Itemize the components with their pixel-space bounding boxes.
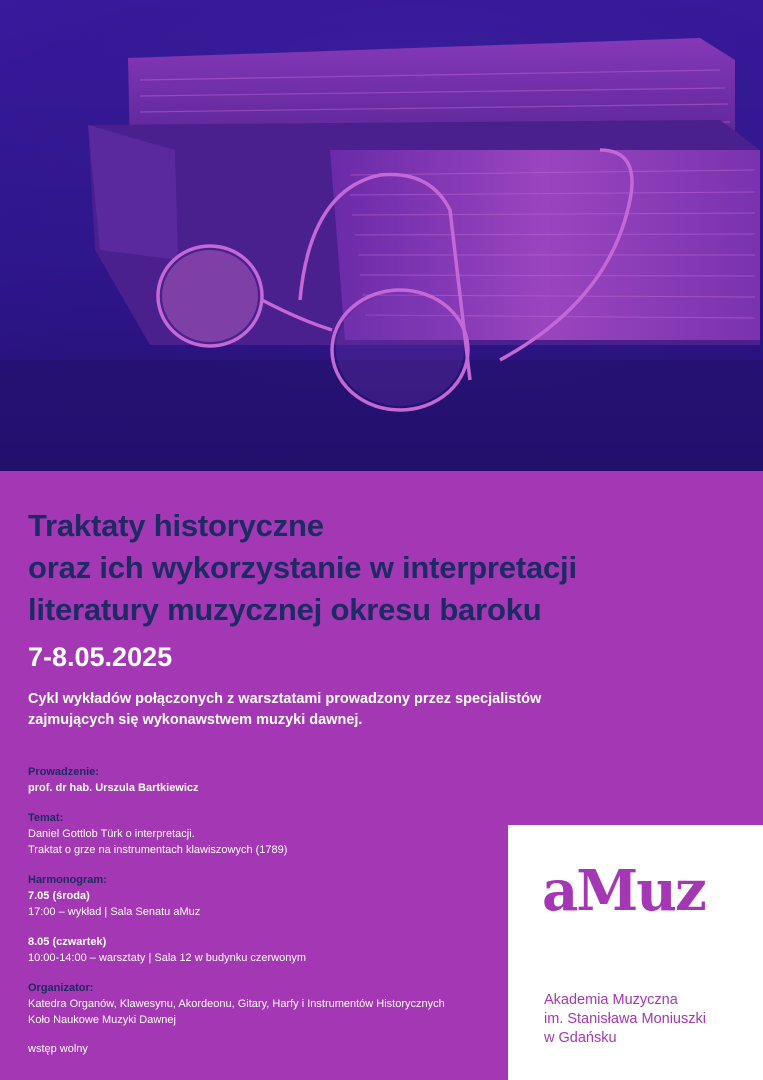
hero-photo — [0, 0, 763, 471]
organizer-line: Katedra Organów, Klawesynu, Akordeonu, Gitary, Harfy i Instrumentów Historycznych — [28, 998, 445, 1010]
title-line: literatury muzycznej okresu baroku — [28, 592, 542, 627]
schedule-day2: 8.05 (czwartek) — [28, 936, 107, 948]
topic-line: Traktat o grze na instrumentach klawiszowych (1789) — [28, 844, 288, 856]
schedule-day1: 7.05 (środa) — [28, 890, 90, 902]
entry-note: wstęp wolny — [28, 1043, 88, 1055]
title-line: oraz ich wykorzystanie w interpretacji — [28, 550, 577, 585]
lead-label: Prowadzenie: — [28, 766, 99, 778]
topic-label: Temat: — [28, 812, 64, 824]
event-date: 7-8.05.2025 — [28, 642, 173, 672]
intro-text — [28, 689, 648, 731]
schedule-label: Harmonogram: — [28, 874, 107, 886]
topic-line: Daniel Gottlob Türk o interpretacji. — [28, 828, 195, 840]
lead-name: prof. dr hab. Urszula Bartkiewicz — [28, 782, 199, 794]
schedule-day1-text: 17:00 – wykład | Sala Senatu aMuz — [28, 906, 201, 918]
logo-panel — [508, 825, 763, 1080]
title-line: Traktaty historyczne — [28, 508, 324, 543]
institution-name — [544, 991, 706, 1048]
institution-line: im. Stanisława Moniuszki — [544, 1011, 706, 1027]
intro-line: Cykl wykładów połączonych z warsztatami prowadzony przez specjalistów — [28, 691, 542, 707]
page-title — [28, 505, 748, 631]
intro-line: zajmujących się wykonawstwem muzyki dawnej. — [28, 712, 363, 728]
amuz-logo: aMuz — [542, 858, 705, 924]
institution-line: Akademia Muzyczna — [544, 992, 678, 1008]
books-and-glasses-illustration — [0, 0, 763, 471]
event-details — [28, 764, 498, 1028]
organizer-label: Organizator: — [28, 982, 94, 994]
organizer-line: Koło Naukowe Muzyki Dawnej — [28, 1014, 176, 1026]
main-content — [28, 471, 748, 731]
institution-line: w Gdańsku — [544, 1030, 617, 1046]
schedule-day2-text: 10:00-14:00 – warsztaty | Sala 12 w budynku czerwonym — [28, 952, 307, 964]
